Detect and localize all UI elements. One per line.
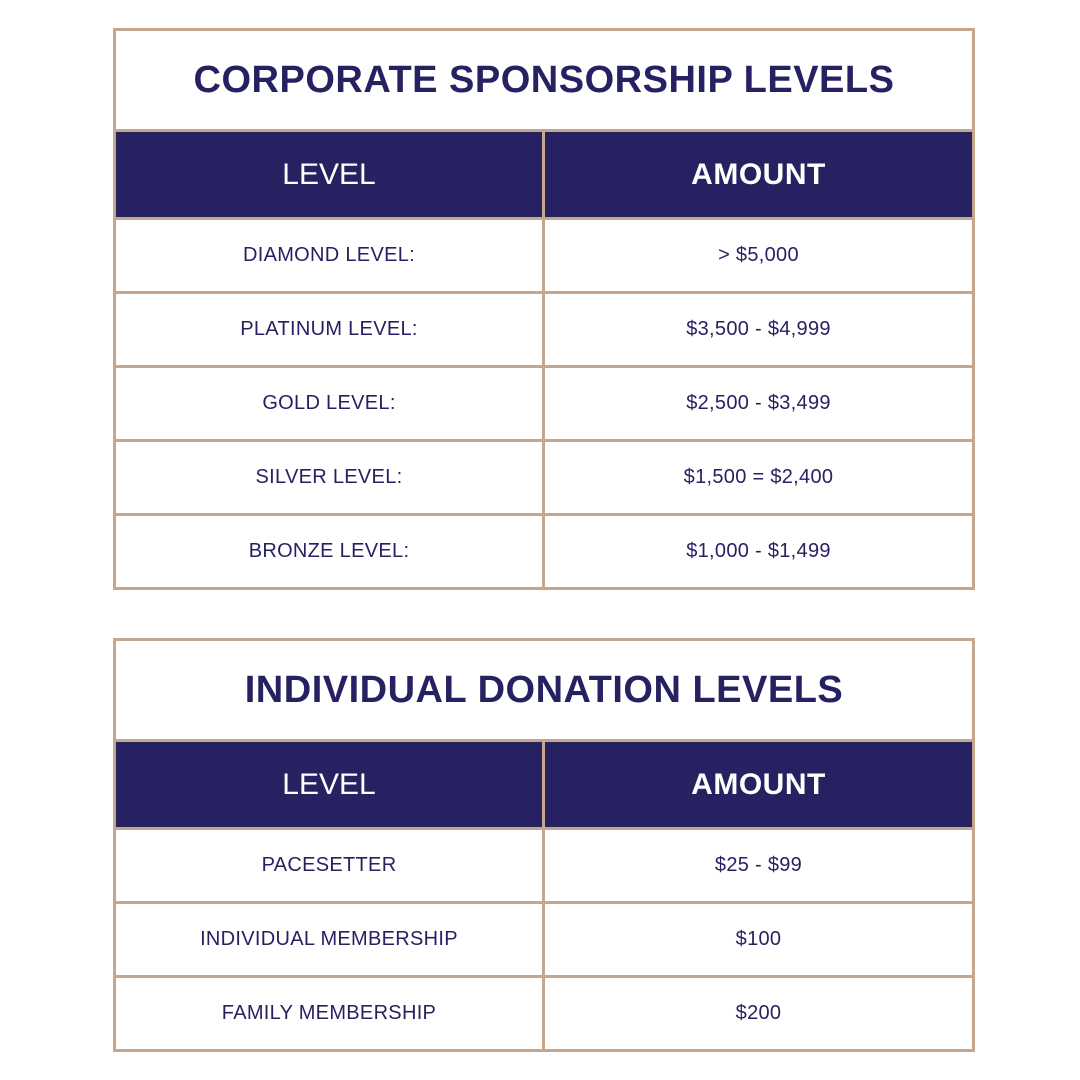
table-header-row	[115, 741, 974, 829]
column-header-amount: AMOUNT	[544, 741, 974, 829]
level-cell: SILVER LEVEL:	[115, 441, 544, 515]
table-row	[115, 515, 974, 589]
table-row	[115, 829, 974, 903]
individual-donation-table	[113, 638, 975, 1052]
level-cell: BRONZE LEVEL:	[115, 515, 544, 589]
amount-cell: $1,000 - $1,499	[544, 515, 974, 589]
amount-cell: $25 - $99	[544, 829, 974, 903]
amount-cell: $3,500 - $4,999	[544, 293, 974, 367]
column-header-amount: AMOUNT	[544, 131, 974, 219]
amount-cell: $100	[544, 903, 974, 977]
table-title-row	[115, 640, 974, 741]
table-row	[115, 293, 974, 367]
table-row	[115, 219, 974, 293]
level-cell: PACESETTER	[115, 829, 544, 903]
amount-cell: $1,500 = $2,400	[544, 441, 974, 515]
table-row	[115, 977, 974, 1051]
table-row	[115, 367, 974, 441]
table-row	[115, 441, 974, 515]
corporate-sponsorship-table	[113, 28, 975, 590]
level-cell: DIAMOND LEVEL:	[115, 219, 544, 293]
column-header-level: LEVEL	[115, 741, 544, 829]
individual-table-title: INDIVIDUAL DONATION LEVELS	[115, 640, 974, 741]
column-header-level: LEVEL	[115, 131, 544, 219]
level-cell: GOLD LEVEL:	[115, 367, 544, 441]
table-header-row	[115, 131, 974, 219]
corporate-table-title: CORPORATE SPONSORSHIP LEVELS	[115, 30, 974, 131]
level-cell: INDIVIDUAL MEMBERSHIP	[115, 903, 544, 977]
level-cell: PLATINUM LEVEL:	[115, 293, 544, 367]
table-row	[115, 903, 974, 977]
amount-cell: > $5,000	[544, 219, 974, 293]
level-cell: FAMILY MEMBERSHIP	[115, 977, 544, 1051]
amount-cell: $200	[544, 977, 974, 1051]
table-title-row	[115, 30, 974, 131]
amount-cell: $2,500 - $3,499	[544, 367, 974, 441]
